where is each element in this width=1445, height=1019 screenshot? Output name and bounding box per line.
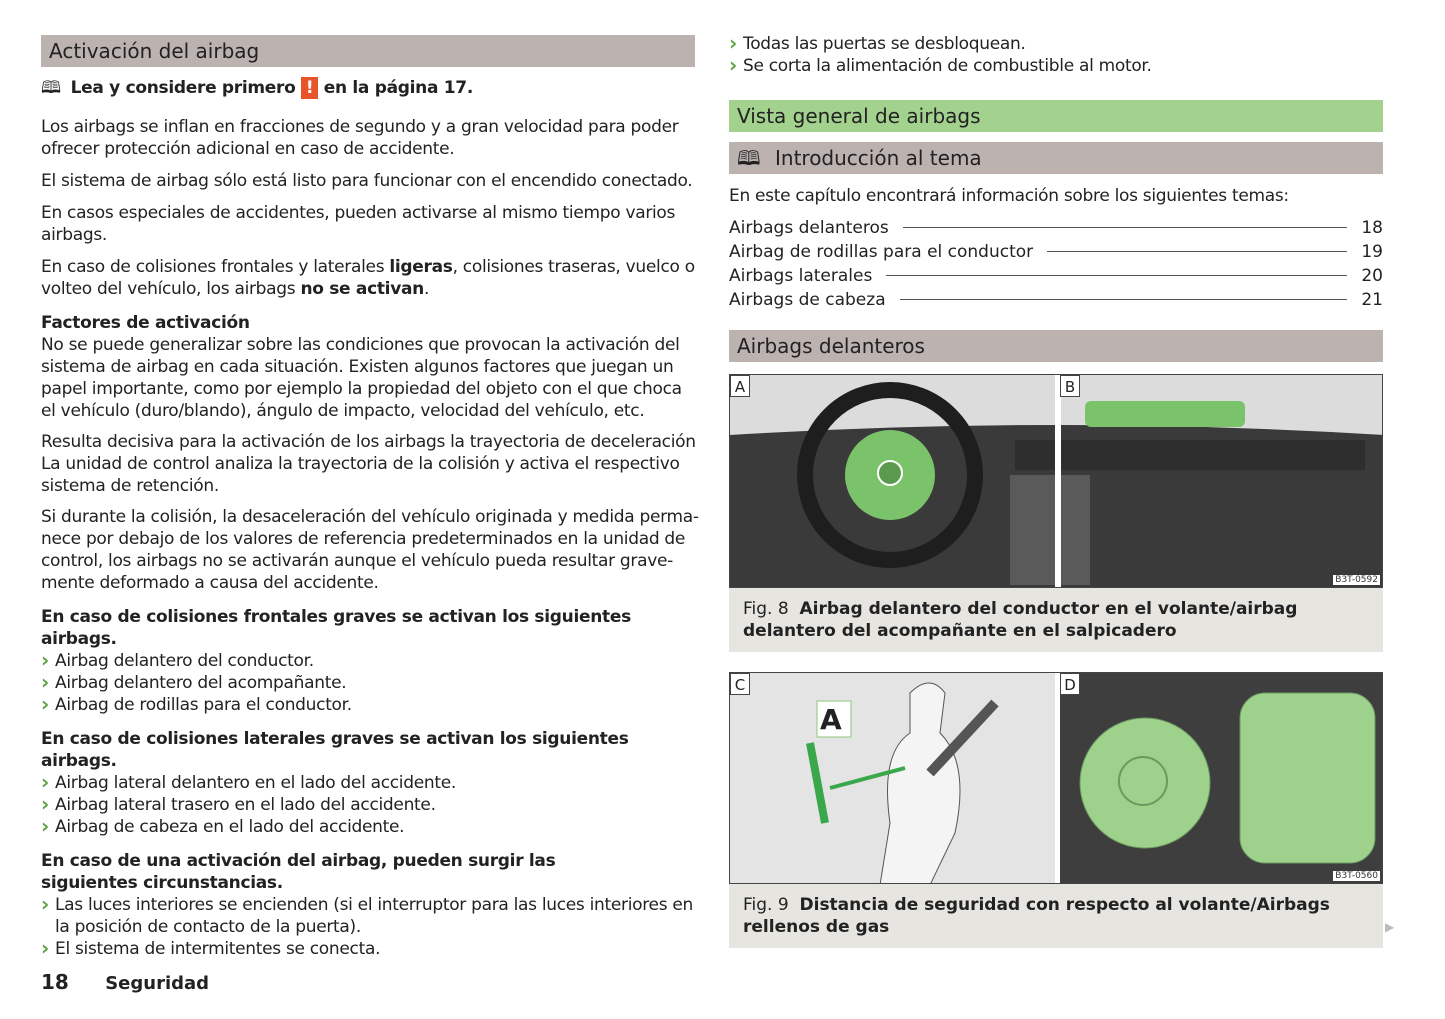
subsection-title: Airbags delanteros (729, 330, 1383, 362)
paragraph: Resulta decisiva para la activación de los airbags la trayectoria de deceleración La unidad de control analiza la trayectoria de la colisión y activa el respectivo sistema de retención. (41, 432, 696, 496)
read-first-note (41, 77, 473, 99)
inner-label: A (820, 703, 842, 736)
figure-code: B3T-0560 (1335, 871, 1378, 881)
list-item: › Airbag delantero del acompañante. (41, 672, 701, 694)
next-page-arrow-icon[interactable]: ▶ (1385, 920, 1395, 934)
list-item: › Las luces interiores se encienden (si el interruptor para las luces interiores en la posición de contacto de la puerta). (41, 894, 701, 938)
list-item: › Airbag delantero del conductor. (41, 650, 701, 672)
paragraph: Los airbags se inflan en fracciones de segundo y a gran velocidad para poder ofrecer protección adicional en caso de accidente. (41, 117, 679, 159)
list-item: › Airbag de cabeza en el lado del accidente. (41, 816, 701, 838)
chapter-title: Vista general de airbags (729, 100, 1383, 132)
figure-label: A (730, 375, 750, 397)
dashboard-illustration (730, 375, 1383, 588)
footer-section: Seguridad (105, 973, 210, 994)
bullets-right (729, 33, 1383, 77)
subheading: En caso de una activación del airbag, pueden surgir las siguientes circunstancias. (41, 851, 556, 893)
list-item: › Airbag lateral trasero en el lado del accidente. (41, 794, 701, 816)
paragraph: No se puede generalizar sobre las condiciones que provocan la activación del sistema de airbag en cada situación. Existen algunos factores que juegan un papel importante, como por ejemplo la propiedad del objeto con el que choca el vehículo (duro/blando), ángulo de impacto, velocidad del vehículo, etc. (41, 335, 682, 421)
footer (41, 970, 209, 994)
subheading: En caso de colisiones laterales graves se activan los siguientes airbags. (41, 729, 629, 771)
warning-icon: ! (301, 77, 318, 99)
figure-code: B3T-0592 (1335, 575, 1378, 585)
page-link[interactable]: 17. (443, 78, 473, 98)
figure-8 (729, 374, 1383, 588)
figure-label: B (1060, 375, 1080, 397)
paragraph: En caso de colisiones frontales y laterales ligeras, colisiones traseras, vuelco o volteo del vehículo, los airbags no se activan. (41, 257, 695, 299)
toc-item[interactable]: Airbag de rodillas para el conductor 19 (729, 242, 1383, 262)
paragraph: El sistema de airbag sólo está listo para funcionar con el encendido conectado. (41, 171, 693, 191)
subheading: Factores de activación (41, 313, 250, 333)
list-item: › Airbag de rodillas para el conductor. (41, 694, 701, 716)
read-first-text: Lea y considere primero (70, 78, 296, 98)
figure-9 (729, 672, 1383, 884)
paragraph: En casos especiales de accidentes, pueden activarse al mismo tiempo varios airbags. (41, 203, 676, 245)
figure-label: D (1060, 673, 1080, 695)
section-title: Activación del airbag (41, 35, 695, 67)
intro-title: 🕮 Introducción al tema (729, 142, 1383, 174)
read-first-text2: en la página (323, 78, 439, 98)
list-item: › Se corta la alimentación de combustible al motor. (729, 55, 1383, 77)
book-icon: 🕮 (41, 78, 61, 98)
subheading: En caso de colisiones frontales graves se activan los siguientes airbags. (41, 607, 631, 649)
toc-item[interactable]: Airbags laterales 20 (729, 266, 1383, 286)
toc-item[interactable]: Airbags delanteros 18 (729, 218, 1383, 238)
list-item: › El sistema de intermitentes se conecta. (41, 938, 701, 960)
figure-8-caption: Fig. 8 Airbag delantero del conductor en el volante/airbag delantero del acompañante en el salpicadero (729, 588, 1383, 652)
paragraph: Si durante la colisión, la desaceleración del vehículo originada y medida perma-nece por debajo de los valores de referencia predeterminados en la unidad de control, los airbags no se activarán aunque el vehículo pueda resultar grave-mente deformado a causa del accidente. (41, 507, 699, 593)
list-item: › Todas las puertas se desbloquean. (729, 33, 1383, 55)
toc-item[interactable]: Airbags de cabeza 21 (729, 290, 1383, 310)
page-number: 18 (41, 970, 69, 994)
body-left (41, 116, 701, 960)
book-icon: 🕮 (737, 146, 761, 170)
intro-text: En este capítulo encontrará información sobre los siguientes temas: (729, 186, 1289, 206)
figure-9-caption: Fig. 9 Distancia de seguridad con respecto al volante/Airbags rellenos de gas (729, 884, 1383, 948)
figure-label: C (730, 673, 750, 695)
list-item: › Airbag lateral delantero en el lado del accidente. (41, 772, 701, 794)
